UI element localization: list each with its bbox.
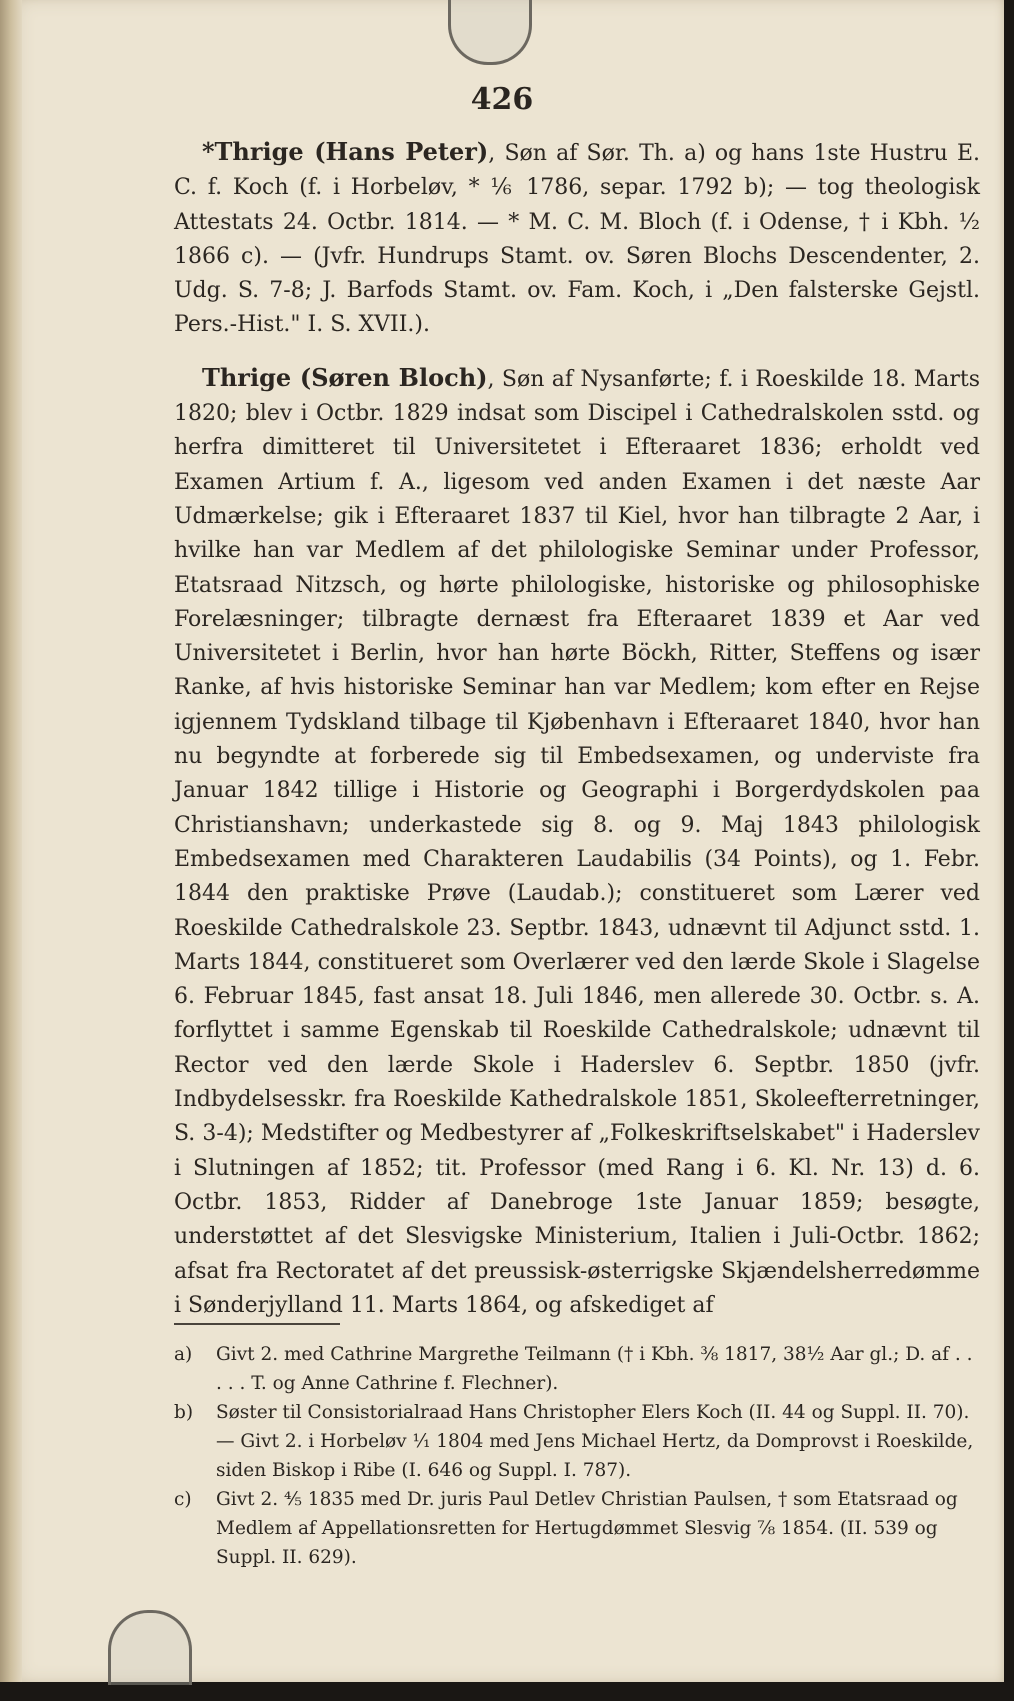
page-clip-top: [448, 0, 532, 65]
main-text: [174, 135, 980, 1323]
footnote-label: c): [174, 1489, 192, 1510]
entry-body: , Søn af Nysanførte; f. i Roeskilde 18. Marts 1820; blev i Octbr. 1829 indsat som Discipel i Cathedralskolen sstd. og herfra dimitteret til Universitetet i Efteraaret 1836; erholdt ved Examen Artium f. A., ligesom ved anden Examen i det næste Aar Udmærkelse; gik i Efteraaret 1837 til Kiel, hvor han tilbragte 2 Aar, i hvilke han var Medlem af det philologiske Seminar under Professor, Etatsraad Nitzsch, og hørte philologiske, historiske og philosophiske Forelæsninger; tilbragte dernæst fra Efteraaret 1839 et Aar ved Universitetet i Berlin, hvor han hørte Böckh, Ritter, Steffens og især Ranke, af hvis historiske Seminar han var Medlem; kom efter en Rejse igjennem Tydskland tilbage til Kjøbenhavn i Efteraaret 1840, hvor han nu begyndte at forberede sig til Embedsexamen, og underviste fra Januar 1842 tillige i Historie og Geographi i Borgerdydskolen paa Christianshavn; underkastede sig 8. og 9. Maj 1843 philologisk Embedsexamen med Charakteren Laudabilis (34 Points), og 1. Febr. 1844 den praktiske Prøve (Laudab.); constitueret som Lærer ved Roeskilde Cathedralskole 23. Septbr. 1843, udnævnt til Adjunct sstd. 1. Marts 1844, constitueret som Overlærer ved den lærde Skole i Slagelse 6. Februar 1845, fast ansat 18. Juli 1846, men allerede 30. Octbr. s. A. forflyttet i samme Egenskab til Roeskilde Cathedralskole; udnævnt til Rector ved den lærde Skole i Haderslev 6. Septbr. 1850 (jvfr. Indbydelsesskr. fra Roeskilde Kathedralskole 1851, Skoleefterretninger, S. 3-4); Medstifter og Medbestyrer af „Folkeskriftselskabet" i Haderslev i Slutningen af 1852; tit. Professor (med Rang i 6. Kl. Nr. 13) d. 6. Octbr. 1853, Ridder af Danebroge 1ste Januar 1859; besøgte, understøttet af det Slesvigske Ministerium, Italien i Juli-Octbr. 1862; afsat fra Rectoratet af det preussisk-østerrigske Skjændelsherredømme i Sønderjylland 11. Marts 1864, og afskediget af: [174, 366, 981, 1318]
footnote-label: b): [174, 1402, 194, 1423]
page-number: 426: [470, 82, 534, 117]
entry-hans-peter-thrige: [174, 135, 980, 343]
footnote-text: Søster til Consistorialraad Hans Christopher Elers Koch (II. 44 og Suppl. II. 70). — Givt 2. i Horbeløv ⅟₁ 1804 med Jens Michael Hertz, da Domprovst i Roeskilde, siden Biskop i Ribe (I. 646 og Suppl. I. 787).: [216, 1402, 974, 1481]
entry-head: *Thrige (Hans Peter): [202, 137, 489, 166]
entry-head: Thrige (Søren Bloch): [202, 362, 488, 392]
footnote-text: Givt 2. ⅘ 1835 med Dr. juris Paul Detlev Christian Paulsen, † som Etatsraad og Medlem af Appellationsretten for Hertugdømmet Slesvig ⅞ 1854. (II. 539 og Suppl. II. 629).: [216, 1489, 958, 1568]
page-clip-bottom: [108, 1610, 192, 1685]
footnote-divider: [174, 1323, 340, 1325]
footnote-label: a): [174, 1344, 193, 1365]
footnote-text: Givt 2. med Cathrine Margrethe Teilmann († i Kbh. ⅜ 1817, 38½ Aar gl.; D. af . . . . . T. og Anne Cathrine f. Flechner).: [216, 1344, 973, 1394]
footnote: [174, 1485, 980, 1572]
entry-body: , Søn af Sør. Th. a) og hans 1ste Hustru E. C. f. Koch (f. i Horbeløv, * ⅙ 1786, separ. 1792 b); — tog theologisk Attestats 24. Octbr. 1814. — * M. C. M. Bloch (f. i Odense, † i Kbh. ½ 1866 c). — (Jvfr. Hundrups Stamt. ov. Søren Blochs Descendenter, 2. Udg. S. 7-8; J. Barfods Stamt. ov. Fam. Koch, i „Den falsterske Gejstl. Pers.-Hist." I. S. XVII.).: [174, 141, 981, 338]
footnote: [174, 1398, 980, 1485]
footnote: [174, 1340, 980, 1398]
entry-soren-bloch-thrige: [174, 361, 980, 1323]
footnotes: [174, 1340, 980, 1572]
book-binding: [0, 0, 22, 1682]
